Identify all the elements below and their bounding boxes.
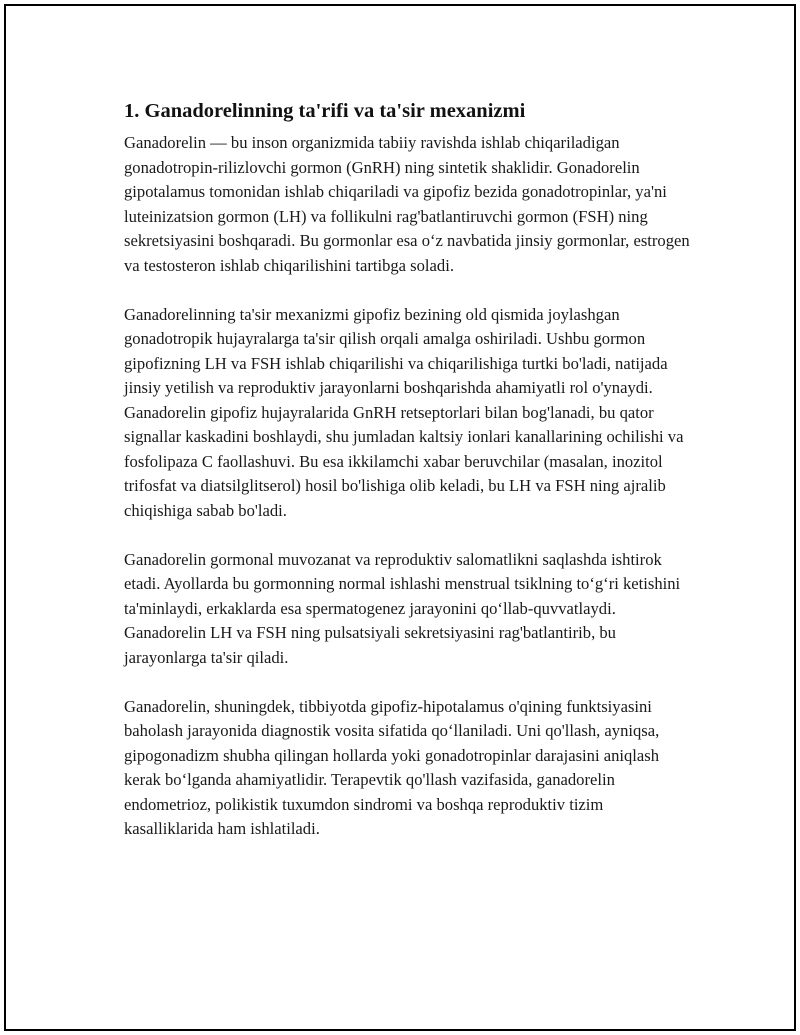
document-body [120,97,692,866]
paragraph-medical-use: Ganadorelin, shuningdek, tibbiyotda gipofiz-hipotalamus o'qining funktsiyasini baholash jarayonida diagnostik vosita sifatida qo‘llaniladi. Uni qo'llash, ayniqsa, gipogonadizm shubha qilingan hollarda yoki gonadotropinlar darajasini aniqlash kerak bo‘lganda ahamiyatlidir. Terapevtik qo'llash vazifasida, ganadorelin endometrioz, polikistik tuxumdon sindromi va boshqa reproduktiv tizim kasalliklarida ham ishlatiladi. [124,696,660,838]
page-frame [4,4,796,1031]
paragraph-mechanism: Ganadorelinning ta'sir mexanizmi gipofiz bezining old qismida joylashgan gonadotropik hujayralarga ta'sir qilish orqali amalga oshiriladi. Ushbu gormon gipofizning LH va FSH ishlab chiqarilishi va chiqarilishiga turtki bo'ladi, natijada jinsiy yetilish va reproduktiv jarayonlarni boshqarishda ahamiyatli rol o'ynaydi. Ganadorelin gipofiz hujayralarida GnRH retseptorlari bilan bog'lanadi, bu qator signallar kaskadini boshlaydi, shu jumladan kaltsiy ionlari kanallarining ochilishi va fosfolipaza C faollashuvi. Bu esa ikkilamchi xabar beruvchilar (masalan, inozitol trifosfat va diatsilglitserol) hosil bo'lishiga olib keladi, bu LH va FSH ning ajralib chiqishiga sabab bo'ladi. [124,304,684,520]
section-heading: 1. Ganadorelinning ta'rifi va ta'sir mexanizmi [124,100,526,122]
paragraph-definition: Ganadorelin — bu inson organizmida tabiiy ravishda ishlab chiqariladigan gonadotropin-rilizlovchi gormon (GnRH) ning sintetik shaklidir. Gonadorelin gipotalamus tomonidan ishlab chiqariladi va gipofiz bezida gonadotropinlar, ya'ni luteinizatsion gormon (LH) va follikulni rag'batlantiruvchi gormon (FSH) ning sekretsiyasini boshqaradi. Bu gormonlar esa o‘z navbatida jinsiy gormonlar, estrogen va testosteron ishlab chiqarilishini tartibga soladi. [124,133,690,275]
paragraph-hormonal-balance: Ganadorelin gormonal muvozanat va reproduktiv salomatlikni saqlashda ishtirok etadi. Ayollarda bu gormonning normal ishlashi menstrual tsiklning to‘g‘ri ketishini ta'minlaydi, erkaklarda esa spermatogenez jarayonini qo‘llab-quvvatlaydi. Ganadorelin LH va FSH ning pulsatsiyali sekretsiyasini rag'batlantirib, bu jarayonlarga ta'sir qiladi. [124,549,681,667]
